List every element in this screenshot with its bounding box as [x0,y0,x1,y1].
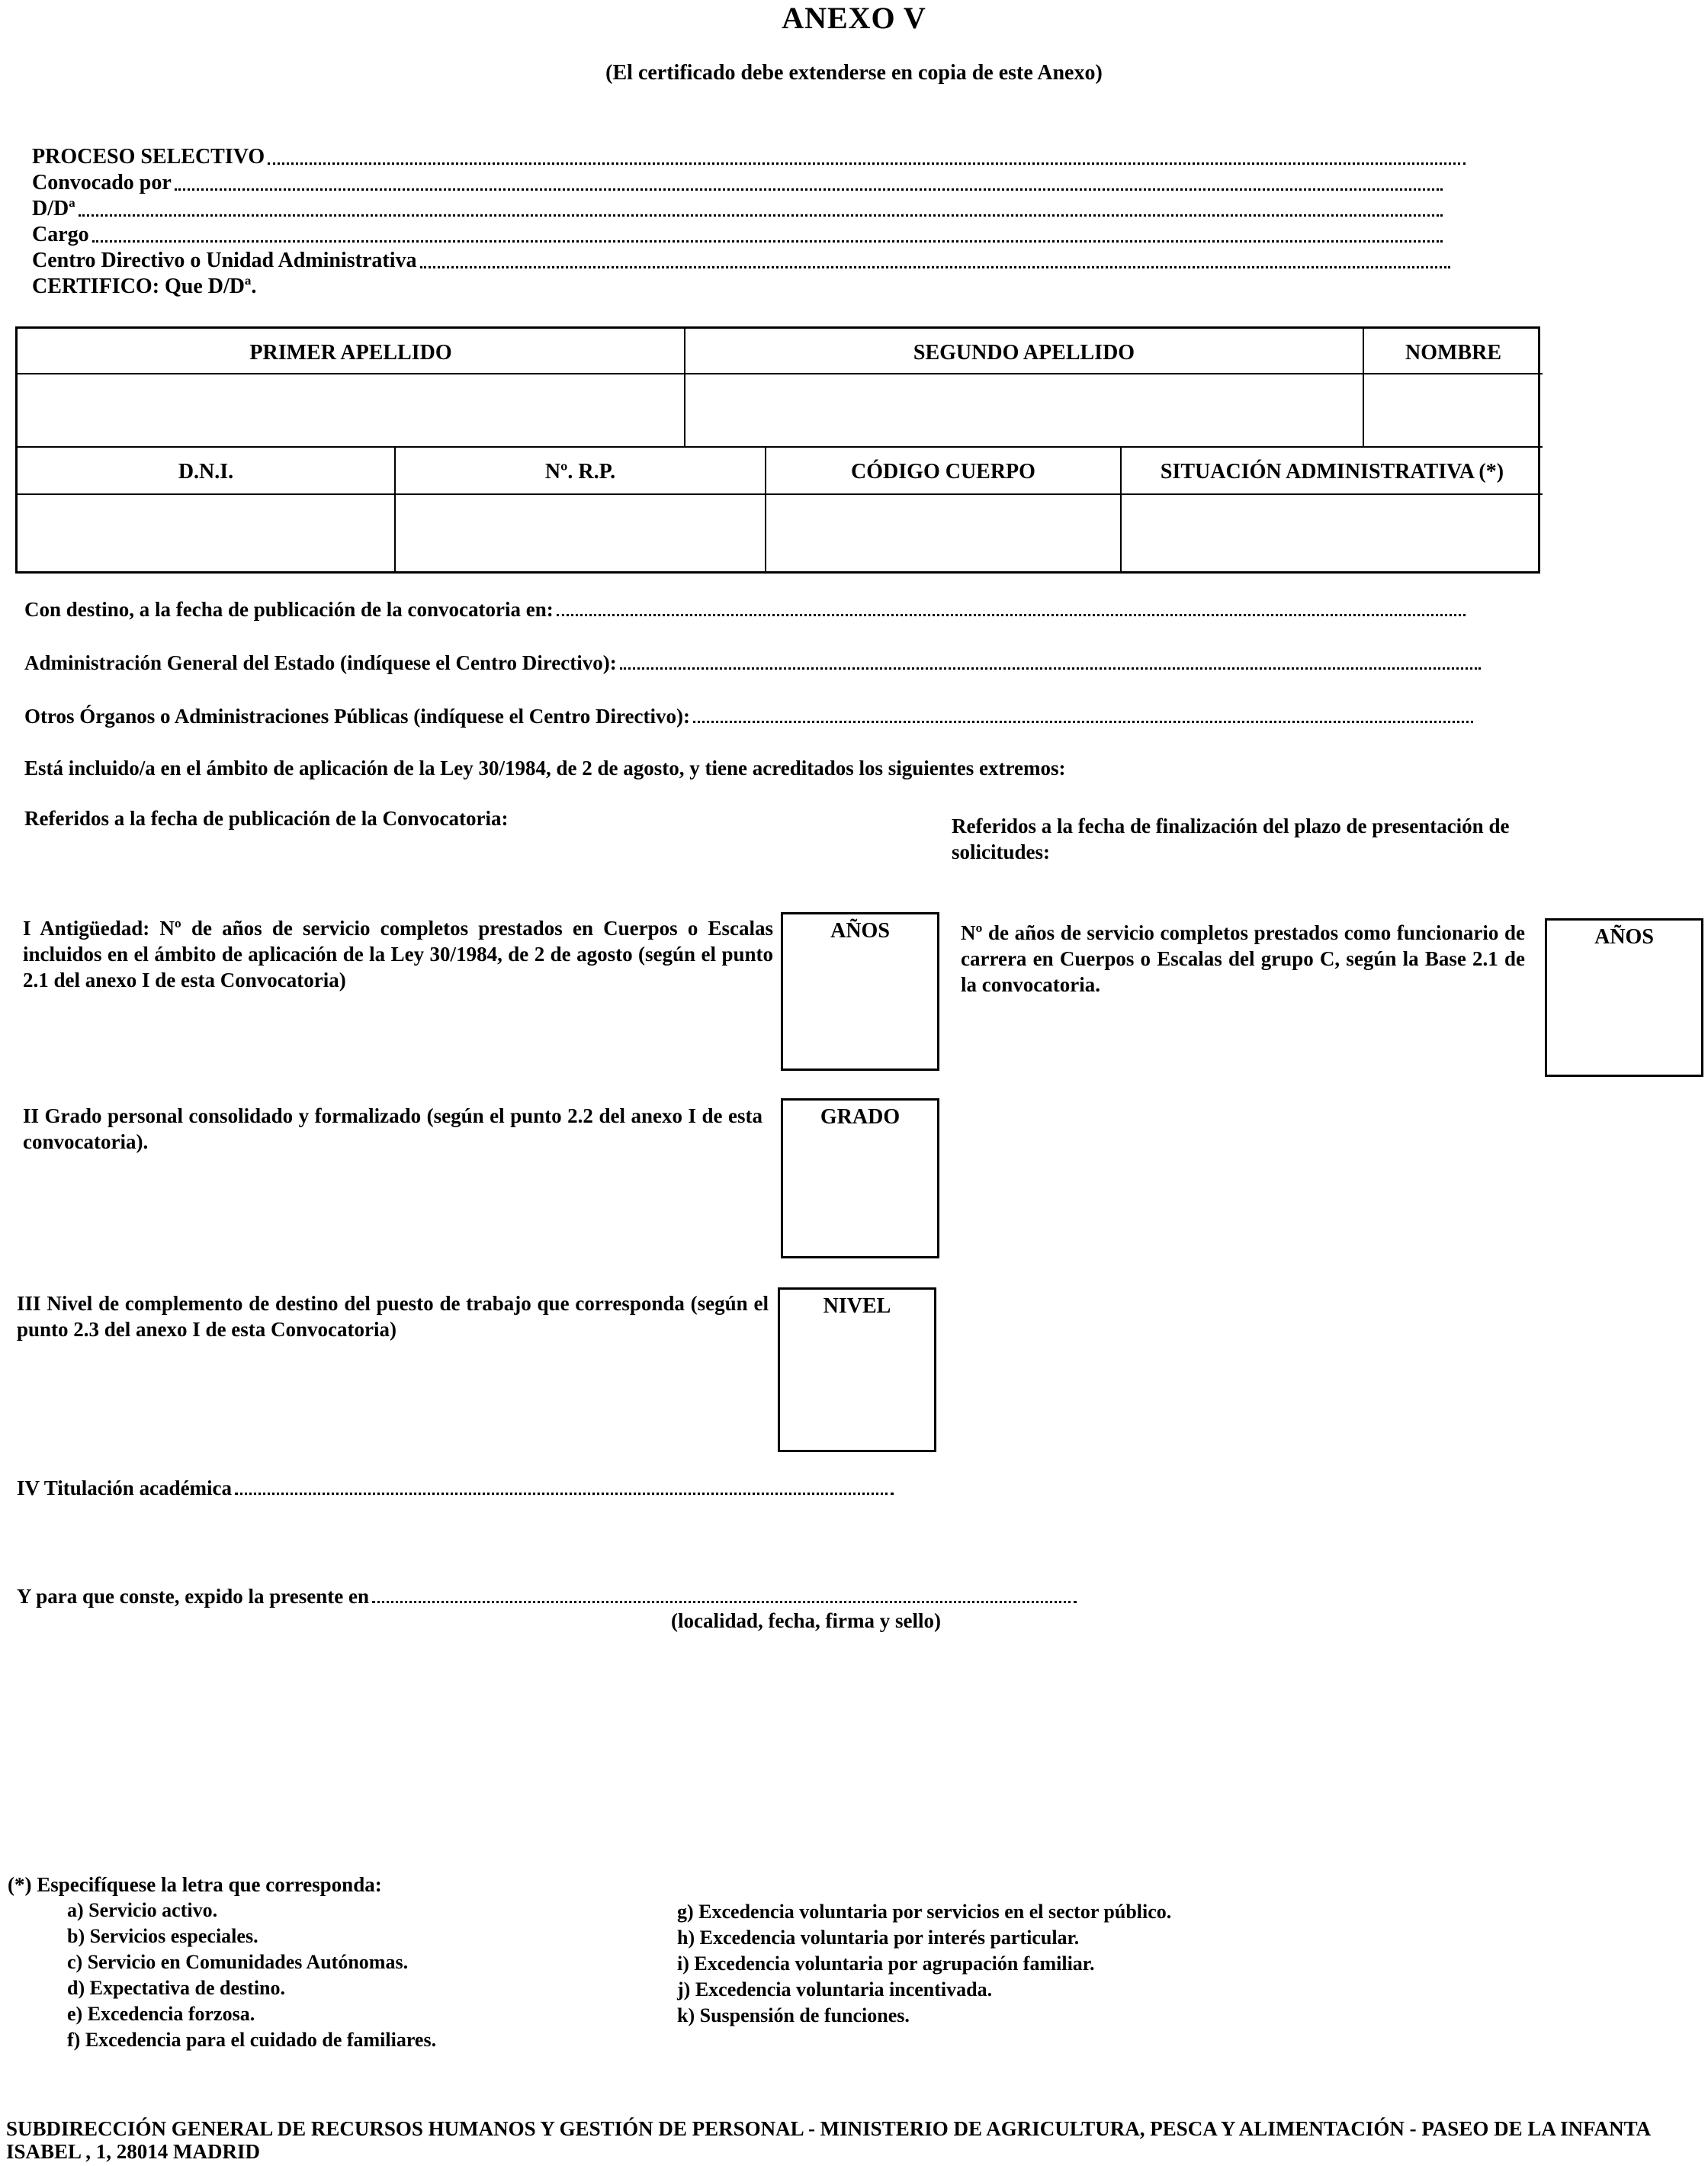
grado-text: II Grado personal consolidado y formalizado (según el punto 2.2 del anexo I de esta convocatoria). [23,1104,762,1153]
field-dd[interactable] [32,195,1443,223]
grado-box[interactable]: GRADO [781,1098,939,1258]
dotted-line [557,613,1466,616]
field-otros-organos[interactable] [24,703,1473,729]
nivel-box[interactable]: NIVEL [778,1287,936,1452]
list-item: g) Excedencia voluntaria por servicios en el sector público. [677,1901,1172,1923]
list-item: c) Servicio en Comunidades Autónomas. [67,1951,409,1973]
antiguedad-right-text: Nº de años de servicio completos prestados como funcionario de carrera en Cuerpos o Escalas del grupo C, según la Base 2.1 de la convocatoria. [961,921,1525,996]
field-label: Centro Directivo o Unidad Administrativa [32,249,417,272]
dotted-line [79,214,1443,217]
footer-address: SUBDIRECCIÓN GENERAL DE RECURSOS HUMANOS Y GESTIÓN DE PERSONAL - MINISTERIO DE AGRICULTURA, PESCA Y ALIMENTACIÓN - PASEO DE LA INFANTA ISABEL , 1, 28014 MADRID [6,2117,1650,2163]
list-item: a) Servicio activo. [67,1899,218,1921]
incluido-text: Está incluido/a en el ámbito de aplicación de la Ley 30/1984, de 2 de agosto, y tiene acreditados los siguientes extremos: [24,757,1066,779]
nota-title: (*) Especifíquese la letra que corresponda: [8,1873,382,1896]
field-administracion-general[interactable] [24,650,1481,676]
certifico-label: CERTIFICO: Que D/Dª. [32,275,257,298]
list-item: j) Excedencia voluntaria incentivada. [677,1978,993,2000]
list-item: d) Expectativa de destino. [67,1977,285,1999]
input-codigo-cuerpo[interactable] [766,495,1122,571]
dotted-line [268,162,1466,165]
field-label: Administración General del Estado (indíquese el Centro Directivo): [24,651,617,674]
input-dni[interactable] [18,495,396,571]
page-title: ANEXO V [782,1,926,35]
header-situacion-administrativa: SITUACIÓN ADMINISTRATIVA (*) [1122,448,1543,495]
input-segundo-apellido[interactable] [685,374,1364,448]
input-nrp[interactable] [396,495,766,571]
list-item: h) Excedencia voluntaria por interés particular. [677,1927,1080,1949]
input-nombre[interactable] [1364,374,1543,448]
dotted-line [92,239,1443,243]
field-centro-directivo[interactable] [32,247,1450,275]
field-proceso-selectivo[interactable] [32,143,1466,171]
field-convocado-por[interactable] [32,169,1443,197]
list-item: e) Excedencia forzosa. [67,2003,255,2025]
dotted-line [372,1600,1077,1603]
field-label: D/Dª [32,197,75,220]
referidos-right: Referidos a la fecha de finalización del plazo de presentación de solicitudes: [952,815,1510,863]
nota-list-right [677,1899,1171,2029]
anos-box-left[interactable]: AÑOS [781,912,939,1071]
dotted-line [620,667,1481,670]
firma-caption: (localidad, fecha, firma y sello) [671,1609,941,1632]
field-label: Cargo [32,223,89,246]
dotted-line [175,188,1443,191]
field-label: IV Titulación académica [17,1477,233,1499]
page-subtitle: (El certificado debe extenderse en copia de este Anexo) [605,61,1103,85]
dotted-line [420,265,1450,268]
nota-list-left [67,1898,436,2053]
field-label: Otros Órganos o Administraciones Públicas (indíquese el Centro Directivo): [24,705,690,728]
header-nombre: NOMBRE [1364,329,1543,374]
field-con-destino[interactable] [24,596,1466,622]
list-item: b) Servicios especiales. [67,1925,258,1947]
header-nrp: Nº. R.P. [396,448,766,495]
field-expido[interactable] [17,1583,1077,1609]
field-label: Convocado por [32,171,172,194]
field-label: Y para que conste, expido la presente en [17,1585,369,1608]
header-dni: D.N.I. [18,448,396,495]
nivel-text: III Nivel de complemento de destino del puesto de trabajo que corresponda (según el punto 2.3 del anexo I de esta Convocatoria) [17,1292,769,1341]
field-label: PROCESO SELECTIVO [32,145,265,169]
list-item: f) Excedencia para el cuidado de familiares. [67,2029,437,2051]
header-primer-apellido: PRIMER APELLIDO [18,329,685,374]
field-cargo[interactable] [32,221,1443,249]
list-item: k) Suspensión de funciones. [677,2004,910,2026]
referidos-left: Referidos a la fecha de publicación de la Convocatoria: [24,807,509,830]
list-item: i) Excedencia voluntaria por agrupación familiar. [677,1952,1095,1975]
header-codigo-cuerpo: CÓDIGO CUERPO [766,448,1122,495]
antiguedad-text: I Antigüedad: Nº de años de servicio completos prestados en Cuerpos o Escalas incluidos en el ámbito de aplicación de la Ley 30/1984, de 2 de agosto (según el punto 2.1 del anexo I de esta Convocatoria) [23,917,773,991]
dotted-line [235,1492,894,1495]
input-situacion-administrativa[interactable] [1122,495,1543,571]
dotted-line [693,720,1473,723]
input-primer-apellido[interactable] [18,374,685,448]
anos-box-right[interactable]: AÑOS [1545,918,1703,1077]
field-label: Con destino, a la fecha de publicación de la convocatoria en: [24,598,554,621]
identity-table [15,326,1540,574]
field-titulacion[interactable] [17,1475,894,1501]
header-segundo-apellido: SEGUNDO APELLIDO [685,329,1364,374]
